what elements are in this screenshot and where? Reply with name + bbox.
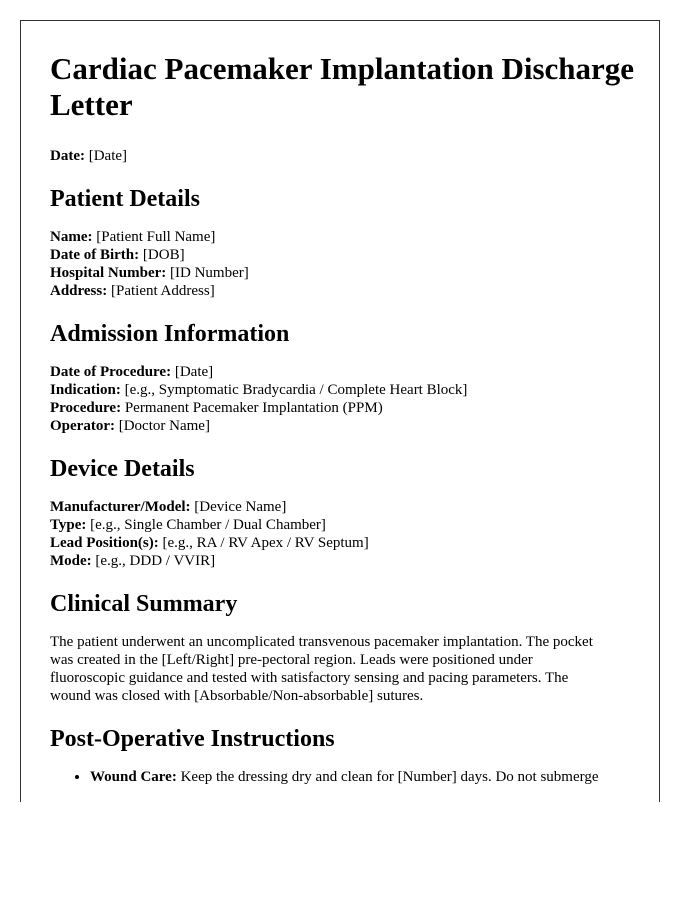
instruction-item-wound-care: • Wound Care: Keep the dressing dry and clean for [Number] days. Do not submerge — [90, 768, 635, 786]
admission-procedure: Procedure: Permanent Pacemaker Implantation (PPM) — [50, 400, 383, 416]
device-details-heading: Device Details — [50, 456, 195, 482]
date-value: [Date] — [88, 148, 128, 164]
device-details — [50, 498, 635, 570]
device-mode: Mode: [e.g., DDD / VVIR] — [50, 553, 216, 569]
clinical-summary — [50, 633, 635, 705]
admission-date-of-procedure: Date of Procedure: [Date] — [50, 364, 214, 380]
patient-dob: Date of Birth: [DOB] — [50, 247, 185, 263]
patient-details-heading: Patient Details — [50, 186, 200, 212]
admission-operator: Operator: [Doctor Name] — [50, 418, 210, 434]
patient-details — [50, 228, 635, 300]
patient-name: Name: [Patient Full Name] — [50, 229, 216, 245]
post-operative-instructions-heading: Post-Operative Instructions — [50, 726, 335, 752]
admission-information-heading: Admission Information — [50, 321, 290, 347]
clinical-summary-line: was created in the [Left/Right] pre-pectoral region. Leads were positioned under — [50, 652, 533, 668]
admission-information — [50, 363, 635, 435]
clinical-summary-line: wound was closed with [Absorbable/Non-absorbable] sutures. — [50, 688, 424, 704]
post-operative-instructions-list — [50, 768, 635, 786]
letter-title: Cardiac Pacemaker Implantation Discharge Letter — [50, 51, 635, 122]
device-type: Type: [e.g., Single Chamber / Dual Chamber] — [50, 517, 326, 533]
letter-content — [50, 21, 635, 786]
clinical-summary-line: fluoroscopic guidance and tested with satisfactory sensing and pacing parameters. The — [50, 670, 569, 686]
date-label: Date: — [50, 148, 85, 164]
device-lead-position: Lead Position(s): [e.g., RA / RV Apex / RV Septum] — [50, 535, 369, 551]
clinical-summary-heading: Clinical Summary — [50, 591, 238, 617]
patient-hospital-number: Hospital Number: [ID Number] — [50, 265, 249, 281]
clinical-summary-line: The patient underwent an uncomplicated transvenous pacemaker implantation. The pocket — [50, 634, 593, 650]
device-manufacturer: Manufacturer/Model: [Device Name] — [50, 499, 287, 515]
letter-page — [20, 20, 660, 802]
date-line — [50, 147, 635, 165]
admission-indication: Indication: [e.g., Symptomatic Bradycardia / Complete Heart Block] — [50, 382, 468, 398]
patient-address: Address: [Patient Address] — [50, 283, 215, 299]
